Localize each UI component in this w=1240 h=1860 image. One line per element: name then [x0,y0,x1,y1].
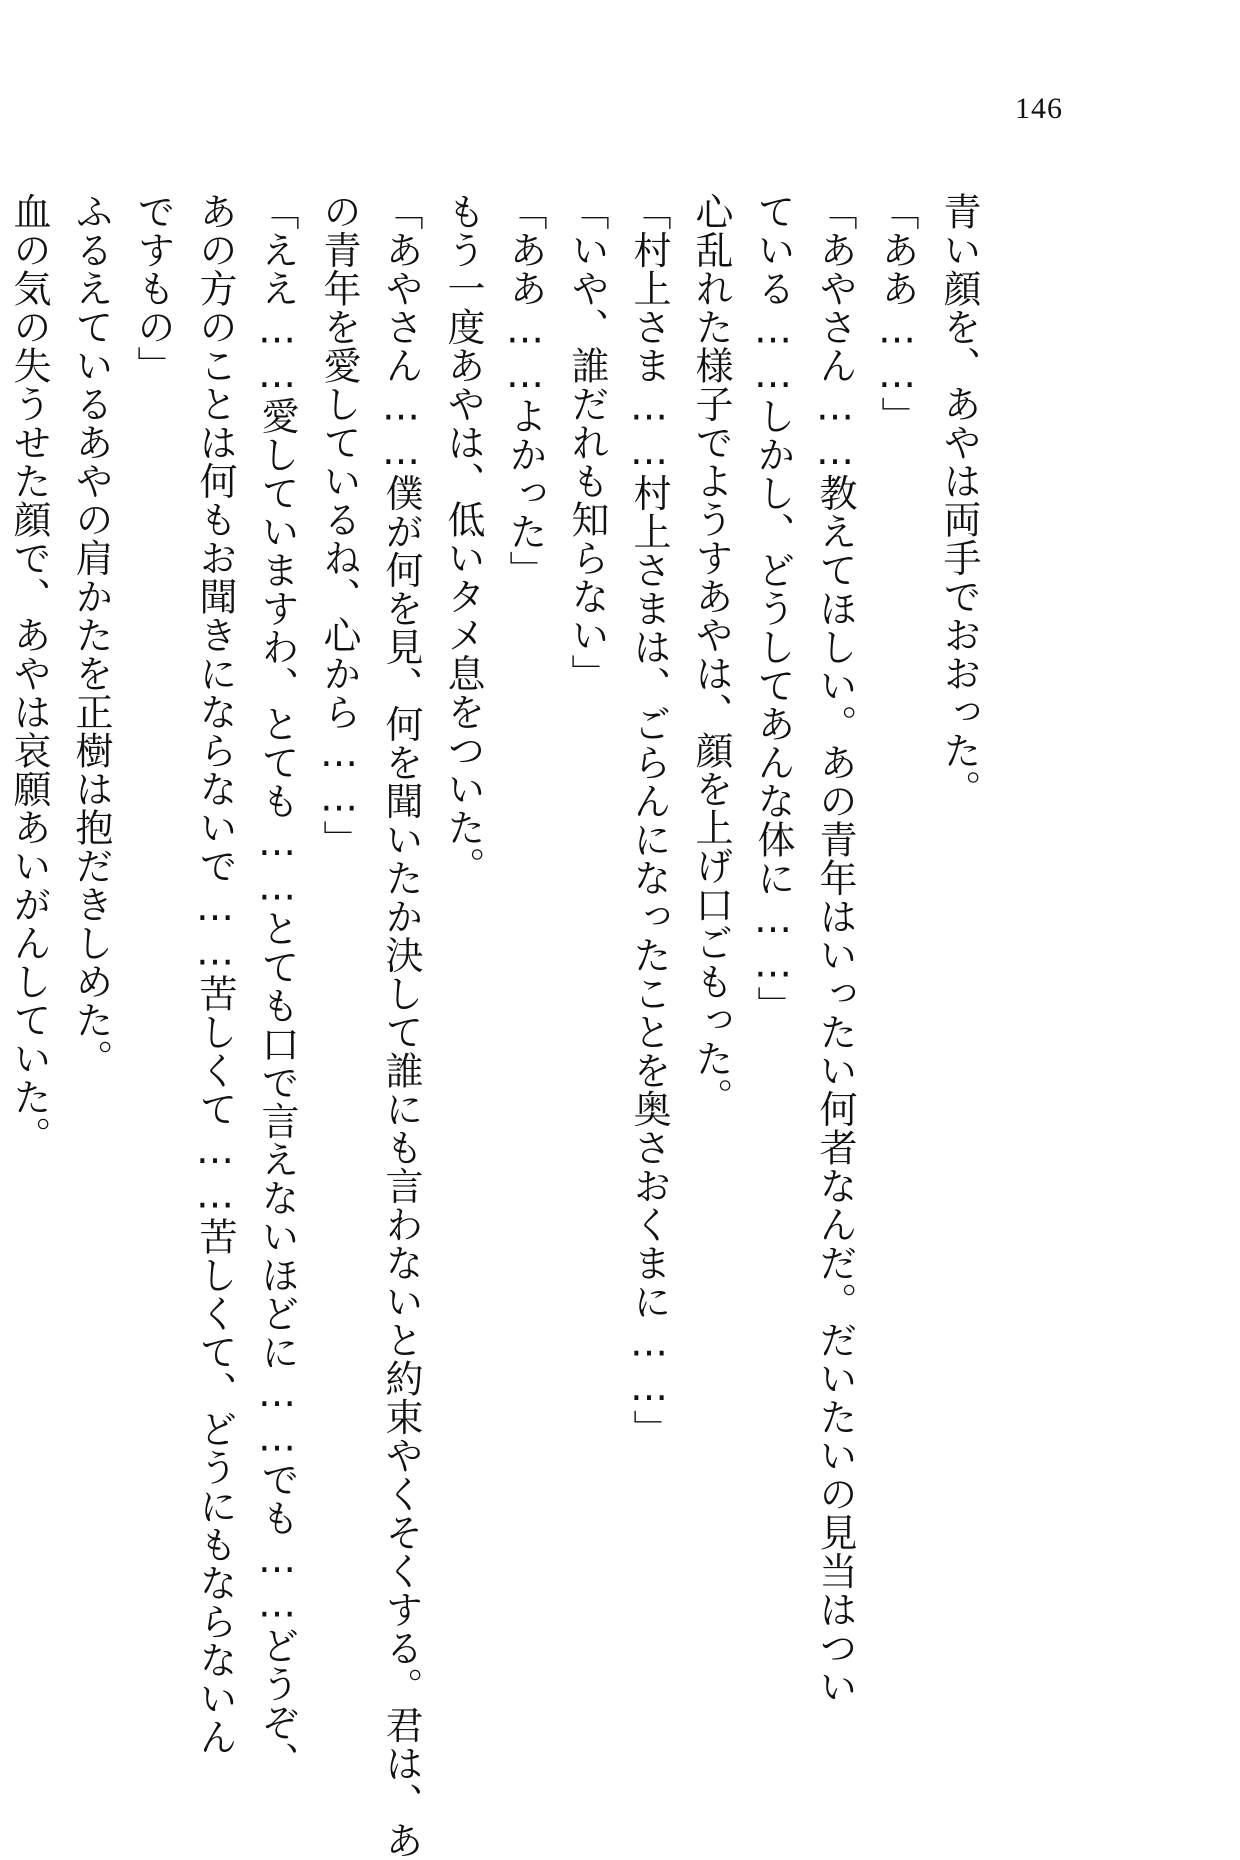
text-line: ですもの」 [131,192,175,385]
text-line: の青年を愛しているね、心から……」 [317,192,361,859]
text-line: 血の気の失うせた顔で、あやは哀願あいがんしていた。 [7,192,51,1155]
text-line: 「ああ……よかった」 [503,192,547,589]
text-line: 「村上さま……村上さまは、ごらんになったことを奥さおくまに……」 [627,192,671,1448]
text-line: 青い顔を、あやは両手でおおった。 [937,192,981,808]
text-line: もう一度あやは、低いタメ息をついた。 [441,192,485,885]
text-line: ふるえているあやの肩かたを正樹は抱だきしめた。 [69,192,113,1078]
text-line: 「ええ……愛していますわ、とても……とても口で言えないほどに……でも……どうぞ、 [255,192,299,1780]
text-line: 心乱れた様子でようすあやは、顔を上げ口ごもった。 [689,192,733,1116]
page-number: 146 [1015,92,1063,125]
text-line: 「あやさん……僕が何を見、何を聞いたか決して誰にも言わないと約束やくそくする。君は、あ [379,192,423,1860]
body-text [0,192,990,1860]
text-line: あの方のことは何もお聞きにならないで……苦しくて……苦しくて、どうにもならないん [193,192,237,1756]
text-line: 「ああ……」 [875,192,919,435]
text-line: 「あやさん……教えてほしい。あの青年はいったい何者なんだ。だいたいの見当はつい [813,192,857,1706]
text-line: 「いや、誰だれも知らない」 [565,192,609,693]
text-line: ている……しかし、どうしてあんな体に……」 [751,192,795,1025]
